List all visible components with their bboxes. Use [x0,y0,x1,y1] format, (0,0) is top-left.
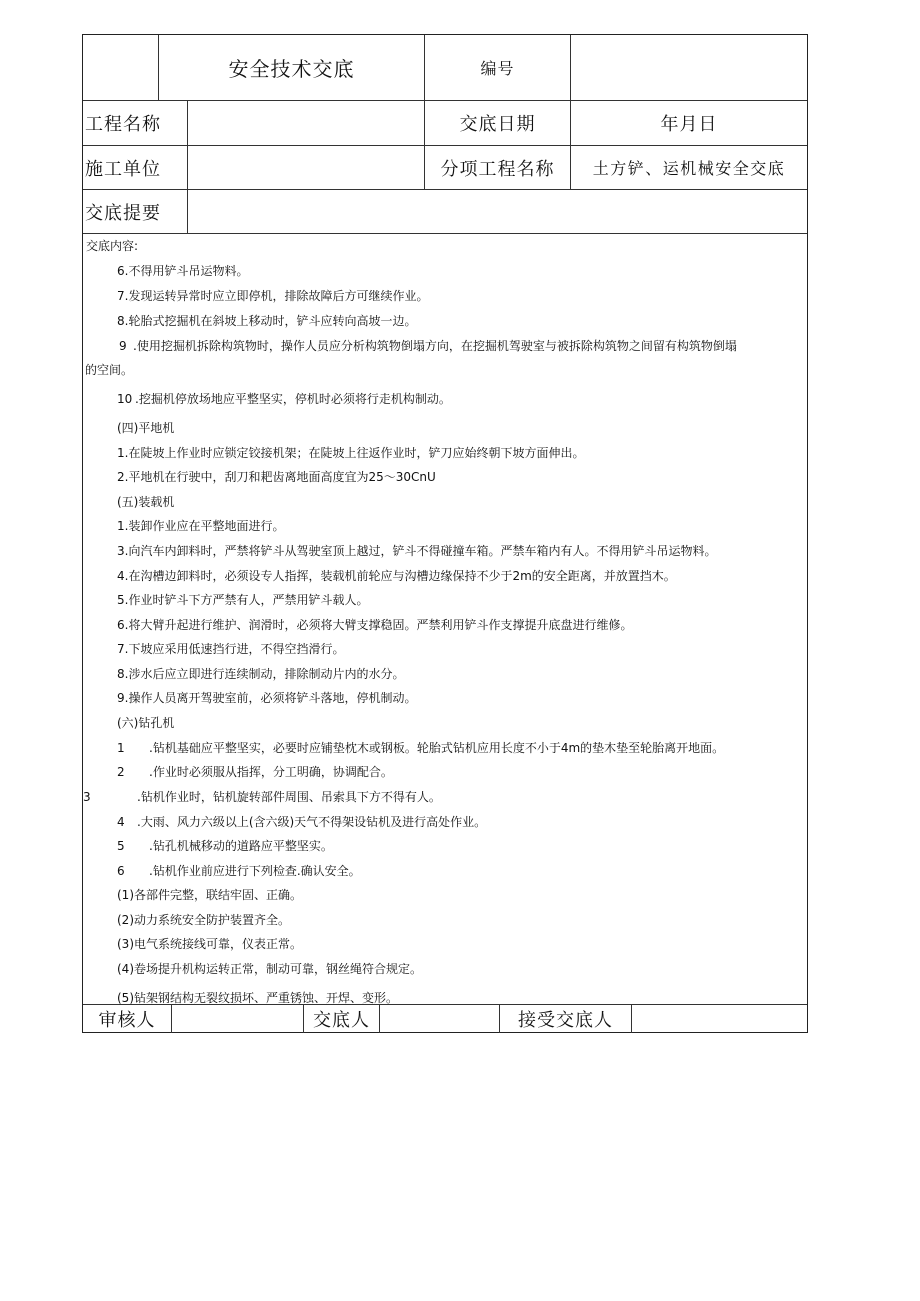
project-name-label: 工程名称 [85,114,161,135]
content-line-text: .大雨、风力六级以上(含六级)天气不得架设钻机及进行高处作业。 [137,815,487,829]
presenter-label: 交底人 [313,1010,370,1031]
content-line: 的空间。 [85,363,134,377]
briefing-date-label: 交底日期 [459,114,536,135]
presenter-field[interactable] [380,1005,499,1033]
content-line: 5.作业时铲斗下方严禁有人，严禁用铲斗载人。 [117,593,369,607]
content-line-text: .钻机作业前应进行下列检查.确认安全。 [149,864,361,878]
reviewer-field[interactable] [172,1005,303,1033]
item-number: 9 [119,339,127,353]
content-line: (5)钻架钢结构无裂纹损坏、严重锈蚀、开焊、变形。 [117,991,399,1005]
number-label: 编号 [480,59,515,78]
receiver-field[interactable] [632,1005,807,1033]
content-line: (4)卷场提升机构运转正常，制动可靠，钢丝绳符合规定。 [117,962,423,976]
content-line: 4.在沟槽边卸料时，必须设专人指挥，装载机前轮应与沟槽边缘保持不少于2m的安全距离，并放置挡木。 [117,569,676,583]
content-line [117,810,486,835]
item-number: 1 [117,741,125,755]
item-number: 6 [117,864,125,878]
project-name-field[interactable] [188,101,424,145]
content-line: 2.平地机在行驶中，刮刀和耙齿离地面高度宜为25～30CnU [117,470,436,484]
content-line-text: .钻机作业时，钻机旋转部件周围、吊索具下方不得有人。 [137,790,441,804]
construction-unit-label: 施工单位 [85,158,161,180]
content-line: 6.将大臂升起进行维护、润滑时，必须将大臂支撑稳固。严禁利用铲斗作支撑提升底盘进行维修。 [117,618,633,632]
content-line-text: .使用挖掘机拆除构筑物时，操作人员应分析构筑物倒塌方向，在挖掘机驾驶室与被拆除构筑物之间留有构筑物倒塌 [133,339,737,353]
content-line: 8.涉水后应立即进行连续制动，排除制动片内的水分。 [117,667,405,681]
content-line: (1)各部件完整，联结牢固、正确。 [117,888,302,902]
content-line: 7.下坡应采用低速挡行进，不得空挡滑行。 [117,642,345,656]
content-heading: 交底内容: [86,239,139,253]
section-heading: (五)装载机 [117,495,175,509]
section-heading: (六)钻孔机 [117,716,175,730]
item-number: 3 [83,790,91,804]
item-number: 10 [117,392,133,406]
item-number: 5 [117,839,125,853]
form-title: 安全技术交底 [228,57,355,81]
content-line [117,736,724,761]
summary-label: 交底提要 [85,202,161,224]
content-line-text: .作业时必须服从指挥，分工明确，协调配合。 [149,765,393,779]
content-line: 8.轮胎式挖掘机在斜坡上移动时，铲斗应转向高坡一边。 [117,314,417,328]
content-line [83,785,441,810]
content-line [117,834,333,859]
content-line [117,760,393,785]
item-number: 2 [117,765,125,779]
content-line-text: .钻机基础应平整坚实，必要时应铺垫枕木或钢板。轮胎式钻机应用长度不小于4m的垫木垫至轮胎离开地面。 [149,741,725,755]
content-line [117,387,451,412]
content-line-text: .挖掘机停放场地应平整坚实，停机时必须将行走机构制动。 [135,392,451,406]
sub-project-value: 土方铲、运机械安全交底 [592,159,786,178]
content-line [117,859,361,884]
content-line: 7.发现运转异常时应立即停机，排除故障后方可继续作业。 [117,289,429,303]
number-field[interactable] [571,35,807,100]
sub-project-label: 分项工程名称 [440,158,555,180]
content-line: 6.不得用铲斗吊运物料。 [117,264,249,278]
reviewer-label: 审核人 [98,1010,156,1031]
content-line-text: .钻孔机械移动的道路应平整坚实。 [149,839,333,853]
content-line: 1.装卸作业应在平整地面进行。 [117,519,285,533]
content-line [119,334,737,359]
construction-unit-field[interactable] [188,146,424,189]
content-line: (2)动力系统安全防护装置齐全。 [117,913,290,927]
content-line: 3.向汽车内卸料时，严禁将铲斗从驾驶室顶上越过，铲斗不得碰撞车箱。严禁车箱内有人。不得用铲斗吊运物料。 [117,544,717,558]
receiver-label: 接受交底人 [518,1010,613,1031]
content-line: 1.在陡坡上作业时应锁定铰接机架；在陡坡上往返作业时，铲刀应始终朝下坡方面伸出。 [117,446,585,460]
safety-briefing-form [82,34,808,1033]
section-heading: (四)平地机 [117,421,175,435]
item-number: 4 [117,815,125,829]
summary-field[interactable] [188,190,807,233]
content-line: (3)电气系统接线可靠，仪表正常。 [117,937,302,951]
briefing-date-field[interactable]: 年月日 [660,114,718,135]
content-line: 9.操作人员离开驾驶室前，必须将铲斗落地，停机制动。 [117,691,417,705]
